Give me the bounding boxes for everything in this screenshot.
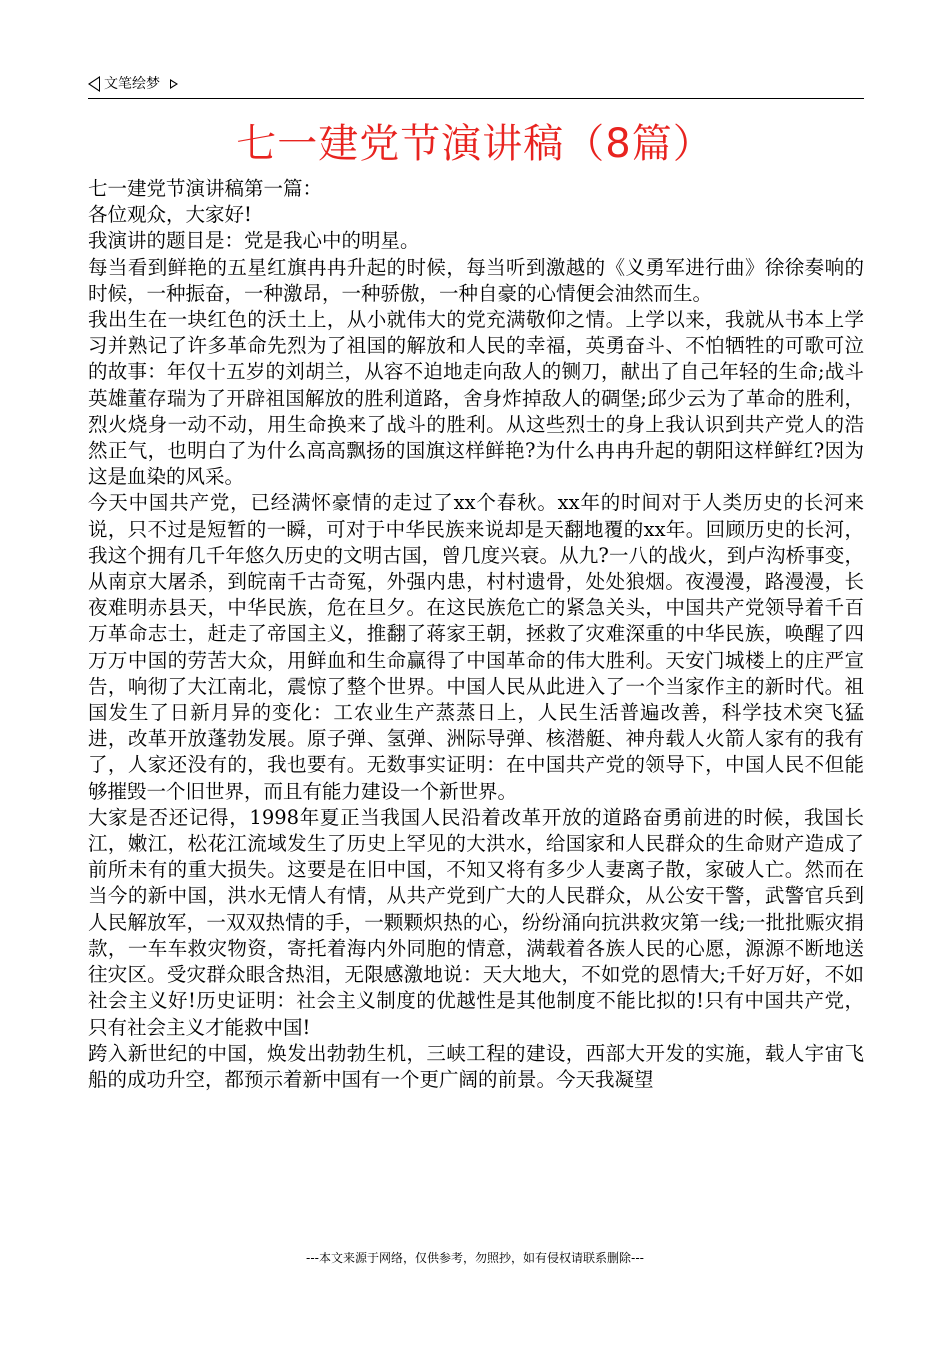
paragraph: 我出生在一块红色的沃土上，从小就伟大的党充满敬仰之情。上学以来，我就从书本上学习并熟记了许多革命先烈为了祖国的解放和人民的幸福，英勇奋斗、不怕牺牲的可歌可泣的故事：年仅十五岁的刘胡兰，从容不迫地走向敌人的铡刀，献出了自己年轻的生命;战斗英雄董存瑞为了开辟祖国解放的胜利道路，舍身炸掉敌人的碉堡;邱少云为了革命的胜利，烈火烧身一动不动，用生命换来了战斗的胜利。从这些烈士的身上我认识到共产党人的浩然正气，也明白了为什么高高飘扬的国旗这样鲜艳?为什么冉冉升起的朝阳这样鲜红?因为这是血染的风采。 [88,308,864,489]
footer-disclaimer: ---本文来源于网络，仅供参考，勿照抄，如有侵权请联系删除--- [306,1251,644,1265]
document-title: 七一建党节演讲稿（8篇） [236,121,714,167]
paragraph: 每当看到鲜艳的五星红旗冉冉升起的时候，每当听到激越的《义勇军进行曲》徐徐奏响的时候，一种振奋，一种激昂，一种骄傲，一种自豪的心情便会油然而生。 [88,255,864,305]
paragraph: 大家是否还记得，1998年夏正当我国人民沿着改革开放的道路奋勇前进的时候，我国长江，嫩江，松花江流域发生了历史上罕见的大洪水，给国家和人民群众的生命财产造成了前所未有的重大损失。这要是在旧中国，不知又将有多少人妻离子散，家破人亡。然而在当今的新中国，洪水无情人有情，从共产党到广大的人民群众，从公安干警，武警官兵到人民解放军，一双双热情的手，一颗颗炽热的心，纷纷涌向抗洪救灾第一线;一批批赈灾捐款，一车车救灾物资，寄托着海内外同胞的情意，满载着各族人民的心愿，源源不断地送往灾区。受灾群众眼含热泪，无限感激地说：天大地大，不如党的恩情大;千好万好，不如社会主义好!历史证明：社会主义制度的优越性是其他制度不能比拟的!只有中国共产党，只有社会主义才能救中国! [88,805,864,1039]
page-header [88,74,864,99]
document-body [88,176,864,1093]
paragraph: 各位观众，大家好! [88,203,252,227]
brand-label: 文笔绘梦 [104,76,160,92]
triangle-right-icon [170,79,178,89]
paragraph: 我演讲的题目是：党是我心中的明星。 [88,229,420,253]
paragraph: 今天中国共产党，已经满怀豪情的走过了xx个春秋。xx年的时间对于人类历史的长河来说，只不过是短暂的一瞬，可对于中华民族来说却是天翻地覆的xx年。回顾历史的长河，我这个拥有几千年悠久历史的文明古国，曾几度兴衰。从九?一八的战火，到卢沟桥事变，从南京大屠杀，到皖南千古奇冤，外强内患，村村遗骨，处处狼烟。夜漫漫，路漫漫，长夜难明赤县天，中华民族，危在旦夕。在这民族危亡的紧急关头，中国共产党领导着千百万革命志士，赶走了帝国主义，推翻了蒋家王朝，拯救了灾难深重的中华民族，唤醒了四万万中国的劳苦大众，用鲜血和生命赢得了中国革命的伟大胜利。天安门城楼上的庄严宣告，响彻了大江南北，震惊了整个世界。中国人民从此进入了一个当家作主的新时代。祖国发生了日新月异的变化：工农业生产蒸蒸日上，人民生活普遍改善，科学技术突飞猛进，改革开放蓬勃发展。原子弹、氢弹、洲际导弹、核潜艇、神舟载人火箭人家有的我有了，人家还没有的，我也要有。无数事实证明：在中国共产党的领导下，中国人民不但能够摧毁一个旧世界，而且有能力建设一个新世界。 [88,491,864,803]
paragraph: 跨入新世纪的中国，焕发出勃勃生机，三峡工程的建设，西部大开发的实施，载人宇宙飞船的成功升空，都预示着新中国有一个更广阔的前景。今天我凝望 [88,1041,864,1091]
triangle-left-icon [88,76,100,92]
brand [88,74,178,94]
paragraph: 七一建党节演讲稿第一篇： [88,177,323,200]
